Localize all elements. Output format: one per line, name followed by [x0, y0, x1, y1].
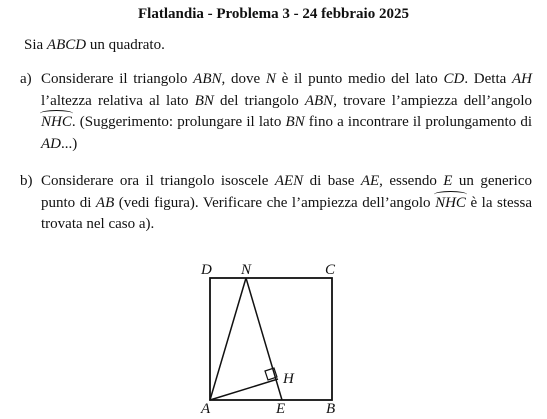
math-run: AB: [95, 194, 115, 211]
math-run: E: [443, 173, 453, 189]
text-run: . Detta: [464, 71, 513, 87]
text-run: del triangolo: [213, 92, 305, 109]
label-h: H: [283, 371, 294, 387]
intro-text: Sia: [24, 37, 47, 53]
text-run: , trovare l’ampiezza dell’angolo: [333, 92, 533, 109]
math-run: AD: [41, 135, 61, 152]
text-run: (vedi figura). Verificare che l’ampiezza dell’angolo: [114, 194, 436, 211]
segment-ne: [246, 278, 282, 400]
text-run: . (Suggerimento: prolungare il lato: [71, 114, 286, 130]
math-run: AH: [512, 71, 533, 87]
text-run: fino a incontrare il prolungamento di: [304, 114, 533, 130]
math-run: ABN: [304, 92, 334, 109]
intro-tail: un quadrato.: [86, 37, 165, 53]
text-run: è la stessa trovata nel caso a).: [41, 194, 533, 232]
math-run: AE: [360, 173, 380, 189]
math-run: N: [265, 71, 276, 87]
text-run: ...): [61, 135, 78, 152]
label-e: E: [276, 401, 286, 417]
text-run: Considerare il triangolo: [41, 71, 194, 87]
text-run: di base: [303, 173, 361, 189]
label-b: B: [326, 401, 336, 417]
math-run: CD: [443, 71, 465, 87]
label-n: N: [241, 262, 252, 278]
math-run: AEN: [274, 173, 304, 189]
angle-arc-math: NHC: [41, 112, 72, 134]
label-d: D: [201, 262, 212, 278]
math-run: BN: [194, 92, 214, 109]
text-run: Considerare ora il triangolo isoscele: [41, 173, 275, 189]
item-a-label: a): [20, 71, 32, 87]
text-run: l’altezza relativa al lato: [41, 92, 195, 109]
math-run: ABN: [193, 71, 222, 87]
text-run: , essendo: [379, 173, 444, 189]
angle-arc-math: NHC: [435, 193, 466, 215]
segment-an: [210, 278, 246, 400]
right-angle-marker: [265, 368, 277, 380]
text-run: è il punto medio del lato: [275, 71, 444, 87]
intro-math: ABCD: [46, 37, 87, 53]
page-title: Flatlandia - Problema 3 - 24 febbraio 2025: [138, 6, 409, 22]
label-a: A: [201, 401, 211, 417]
text-run: , dove: [221, 71, 266, 87]
item-b-label: b): [20, 173, 33, 189]
math-run: BN: [285, 114, 305, 130]
text-run: un generico punto di: [41, 173, 532, 211]
label-c: C: [325, 262, 336, 278]
segment-ah: [210, 379, 278, 400]
